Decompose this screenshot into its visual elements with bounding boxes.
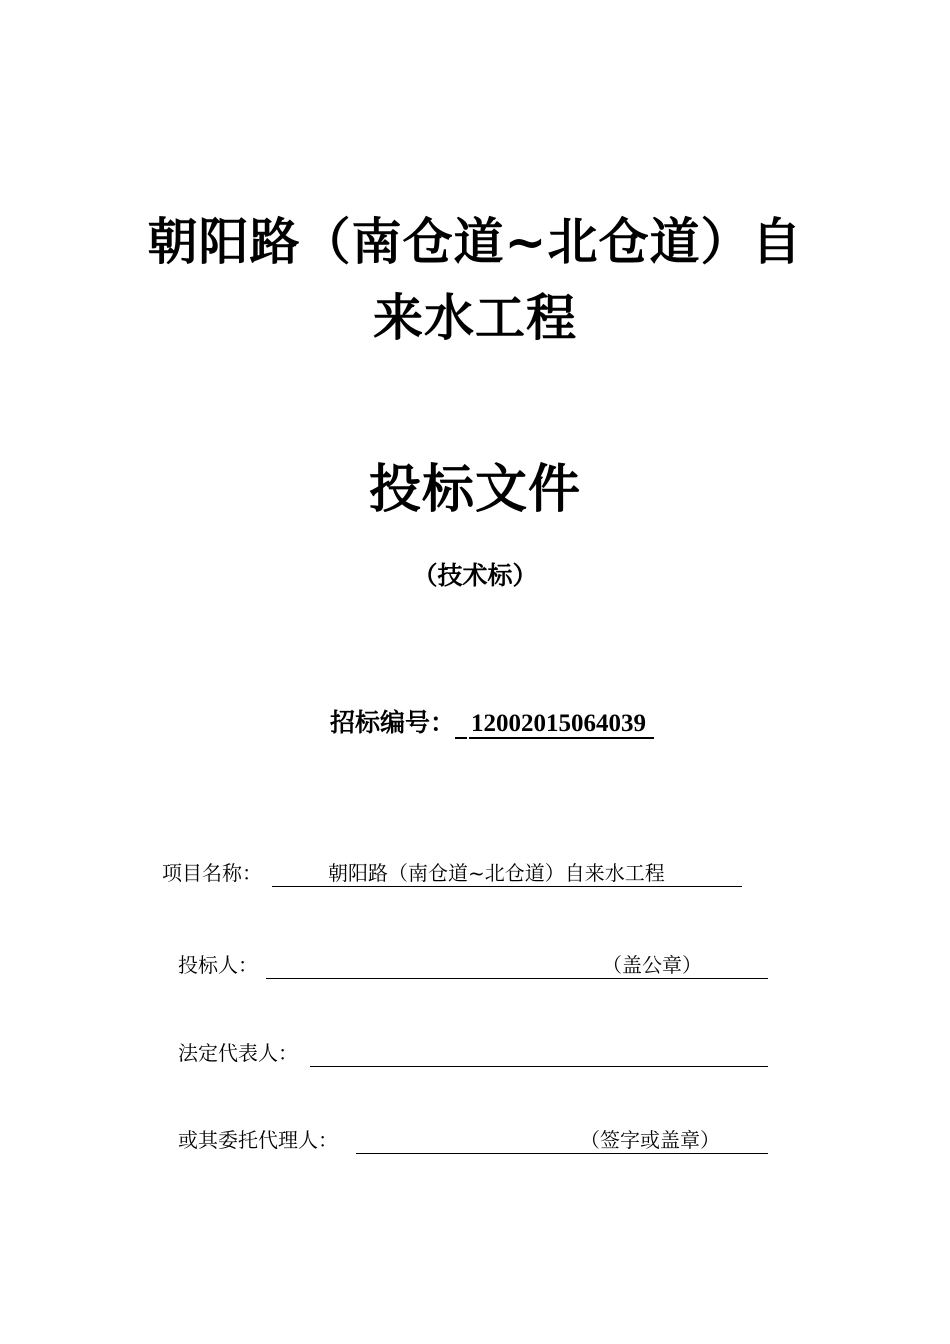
bidder-label: 投标人： — [178, 953, 258, 977]
document-type: 投标文件 — [368, 460, 581, 520]
bidder-seal-note: （盖公章） — [602, 953, 702, 977]
cover-title-line1: 朝阳路（南仓道~北仓道）自 — [147, 213, 803, 271]
bidder-row — [178, 950, 778, 980]
bid-number-value: 12002015064039 — [469, 710, 654, 739]
bid-number-row — [330, 705, 654, 742]
legal-rep-underline — [310, 1038, 768, 1067]
agent-sign-note: （签字或盖章） — [580, 1128, 720, 1152]
project-name-value: 朝阳路（南仓道~北仓道）自来水工程 — [328, 861, 665, 885]
project-name-label: 项目名称： — [162, 861, 262, 885]
project-name-row — [162, 858, 762, 888]
legal-rep-row — [178, 1038, 778, 1068]
legal-rep-label: 法定代表人： — [178, 1041, 298, 1065]
document-subtype: （技术标） — [412, 561, 538, 590]
bid-number-label: 招标编号： — [330, 708, 456, 737]
agent-row — [178, 1125, 778, 1155]
cover-title-line2: 来水工程 — [373, 289, 577, 347]
agent-label: 或其委托代理人： — [178, 1128, 338, 1152]
